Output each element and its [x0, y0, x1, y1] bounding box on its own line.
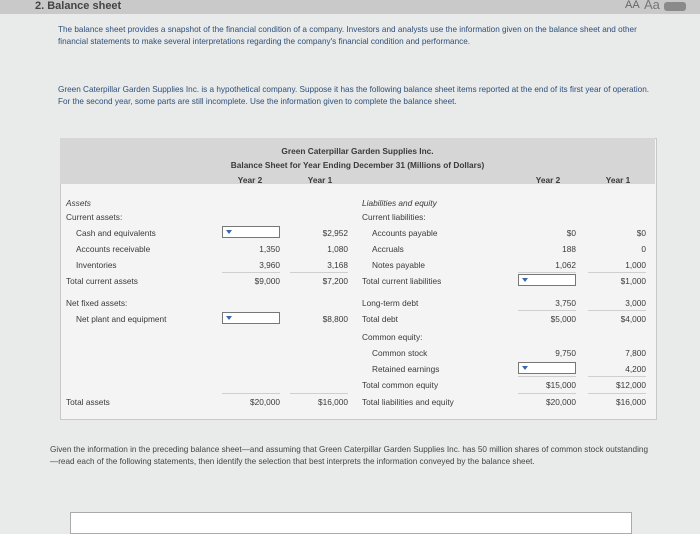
divider: [518, 393, 576, 394]
ta-year2-value: $20,000: [250, 397, 280, 407]
menu-toggle[interactable]: [664, 2, 686, 11]
ltd-label: Long-term debt: [362, 298, 419, 308]
question-paragraph: Given the information in the preceding balance sheet—and assuming that Green Caterpillar Garden Supplies Inc. has 50 million shares of common stock outstanding—read each of the following statements, then identify the selection that best interprets the information conveyed by the balance sheet.: [50, 445, 649, 466]
tca-year2-value: $9,000: [254, 276, 280, 286]
ar-label: Accounts receivable: [76, 244, 151, 254]
accruals-year1-value: 0: [641, 244, 646, 254]
liab-equity-heading: Liabilities and equity: [362, 198, 437, 208]
current-assets-label: Current assets:: [66, 212, 123, 222]
np-label: Notes payable: [372, 260, 426, 270]
divider: [588, 272, 646, 273]
top-bar: [0, 0, 700, 14]
intro-paragraph-1: The balance sheet provides a snapshot of the financial condition of a company. Investors and analysts use the information given on the balance sheet and other financial statements to make several interpretations regarding the company's financial condition and performance.: [58, 25, 637, 46]
td-year1-value: $4,000: [620, 314, 646, 324]
ta-year1-value: $16,000: [318, 397, 348, 407]
answer-area[interactable]: [70, 512, 632, 534]
np-year2-value: 1,062: [555, 260, 576, 270]
tle-year1-value: $16,000: [616, 397, 646, 407]
tcl-year1-value: $1,000: [620, 276, 646, 286]
ltd-year1-value: 3,000: [625, 298, 646, 308]
font-size-small-button[interactable]: AA: [625, 0, 640, 11]
divider: [588, 393, 646, 394]
divider: [588, 376, 646, 377]
dropdown-caret-icon: [522, 278, 528, 282]
cs-year2-value: 9,750: [555, 348, 576, 358]
divider: [290, 393, 348, 394]
inventories-label: Inventories: [76, 260, 117, 270]
ar-year1-value: 1,080: [327, 244, 348, 254]
divider: [588, 310, 646, 311]
tca-year1-value: $7,200: [322, 276, 348, 286]
current-liab-label: Current liabilities:: [362, 212, 426, 222]
dropdown-caret-icon: [522, 366, 528, 370]
dropdown-caret-icon: [226, 316, 232, 320]
ap-year2-value: $0: [566, 228, 576, 238]
re-year2-dropdown[interactable]: [518, 362, 576, 374]
ta-label: Total assets: [66, 397, 110, 407]
re-year1-value: 4,200: [625, 364, 646, 374]
ce-label: Common equity:: [362, 332, 423, 342]
tce-year1-value: $12,000: [616, 380, 646, 390]
tcl-label: Total current liabilities: [362, 276, 442, 286]
col-header-year1-right: Year 1: [605, 175, 631, 185]
tle-label: Total liabilities and equity: [362, 397, 454, 407]
tce-year2-value: $15,000: [546, 380, 576, 390]
nfa-label: Net fixed assets:: [66, 298, 128, 308]
ltd-year2-value: 3,750: [555, 298, 576, 308]
section-title: 2. Balance sheet: [35, 0, 122, 12]
font-size-large-button[interactable]: Aa: [644, 0, 660, 12]
ppe-year2-dropdown[interactable]: [222, 312, 280, 324]
ar-year2-value: 1,350: [259, 244, 280, 254]
divider: [518, 272, 576, 273]
ap-label: Accounts payable: [372, 228, 438, 238]
tce-label: Total common equity: [362, 380, 439, 390]
tcl-year2-dropdown[interactable]: [518, 274, 576, 286]
divider: [518, 310, 576, 311]
ppe-year1-value: $8,800: [322, 314, 348, 324]
accruals-year2-value: 188: [562, 244, 576, 254]
re-label: Retained earnings: [372, 364, 440, 374]
cs-label: Common stock: [372, 348, 428, 358]
col-header-year2-left: Year 2: [237, 175, 263, 185]
divider: [222, 393, 280, 394]
ppe-label: Net plant and equipment: [76, 314, 167, 324]
accruals-label: Accruals: [372, 244, 404, 254]
inventories-year1-value: 3,168: [327, 260, 348, 270]
divider: [290, 272, 348, 273]
cash-label: Cash and equivalents: [76, 228, 156, 238]
col-header-year2-right: Year 2: [535, 175, 561, 185]
divider: [518, 376, 576, 377]
cs-year1-value: 7,800: [625, 348, 646, 358]
cash-year2-dropdown[interactable]: [222, 226, 280, 238]
intro-paragraph-2: Green Caterpillar Garden Supplies Inc. is a hypothetical company. Suppose it has the following balance sheet items reported at the end of its first year of operation. For the second year, some parts are still incomplete. Use the information given to complete the balance sheet.: [58, 85, 650, 106]
divider: [222, 272, 280, 273]
assets-heading: Assets: [66, 198, 91, 208]
np-year1-value: 1,000: [625, 260, 646, 270]
dropdown-caret-icon: [226, 230, 232, 234]
inventories-year2-value: 3,960: [259, 260, 280, 270]
ap-year1-value: $0: [636, 228, 646, 238]
td-year2-value: $5,000: [550, 314, 576, 324]
td-label: Total debt: [362, 314, 398, 324]
company-name: Green Caterpillar Garden Supplies Inc.: [281, 146, 434, 156]
tca-label: Total current assets: [66, 276, 138, 286]
cash-year1-value: $2,952: [322, 228, 348, 238]
sheet-subtitle: Balance Sheet for Year Ending December 31 (Millions of Dollars): [230, 160, 485, 170]
col-header-year1-left: Year 1: [307, 175, 333, 185]
tle-year2-value: $20,000: [546, 397, 576, 407]
